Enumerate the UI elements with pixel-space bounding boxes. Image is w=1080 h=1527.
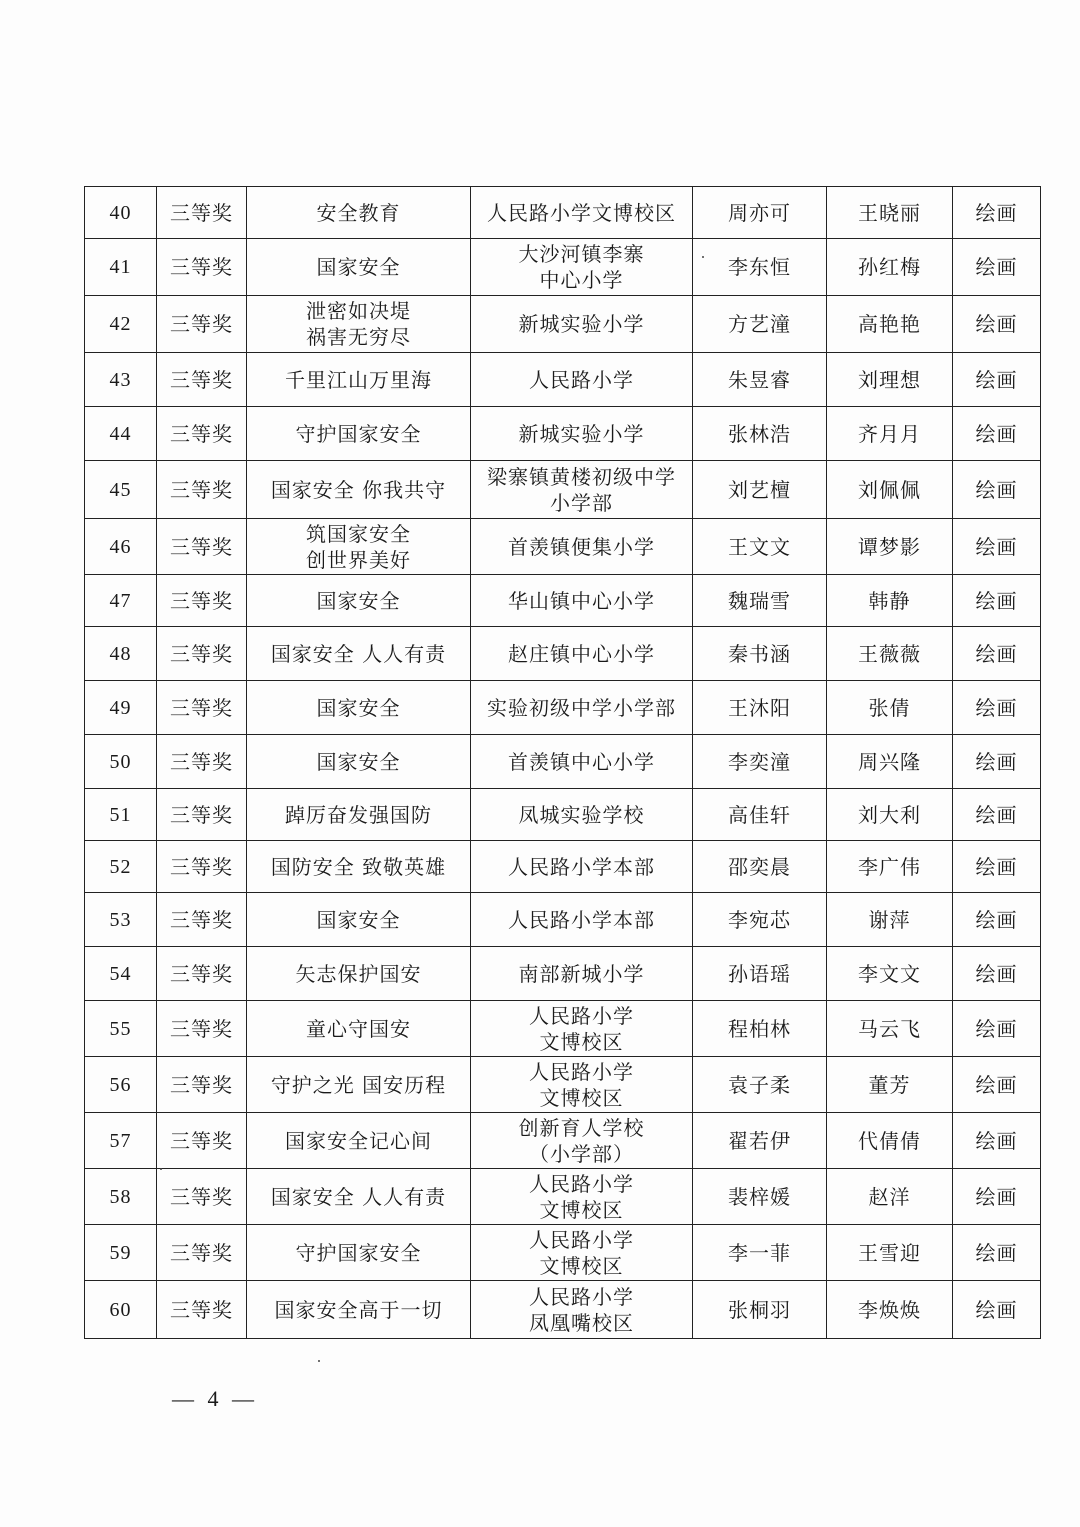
cell-teacher: 代倩倩 [827, 1113, 953, 1169]
cell-school [471, 461, 693, 519]
cell-work-title [247, 575, 471, 627]
cell-category: 绘画 [953, 239, 1041, 296]
cell-student: 邵奕晨 [693, 841, 827, 893]
cell-category: 绘画 [953, 1057, 1041, 1113]
cell-student: 王文文 [693, 519, 827, 575]
cell-award: 三等奖 [157, 735, 247, 789]
cell-school [471, 1001, 693, 1057]
table-row [85, 239, 1041, 296]
cell-category: 绘画 [953, 1169, 1041, 1225]
table-row [85, 947, 1041, 1001]
cell-teacher: 张倩 [827, 681, 953, 735]
cell-school-line: 文博校区 [539, 1253, 624, 1278]
cell-award: 三等奖 [157, 461, 247, 519]
cell-number: 41 [85, 239, 157, 296]
table-row [85, 407, 1041, 461]
cell-award: 三等奖 [157, 575, 247, 627]
cell-award: 三等奖 [157, 1057, 247, 1113]
cell-award: 三等奖 [157, 947, 247, 1001]
cell-student: 周亦可 [693, 187, 827, 239]
cell-award: 三等奖 [157, 296, 247, 353]
cell-work-title [247, 789, 471, 841]
cell-work-title-line: 矢志保护国安 [295, 961, 422, 986]
cell-student: 秦书涵 [693, 627, 827, 681]
cell-number: 54 [85, 947, 157, 1001]
cell-award: 三等奖 [157, 1001, 247, 1057]
cell-school [471, 187, 693, 239]
cell-number: 44 [85, 407, 157, 461]
cell-school-line: 人民路小学 [529, 1059, 634, 1084]
page-number: — 4 — [172, 1386, 258, 1411]
cell-number: 42 [85, 296, 157, 353]
cell-work-title-line: 国家安全 [316, 749, 401, 774]
cell-school-line: 人民路小学 [529, 1003, 634, 1028]
cell-school-line: 创新育人学校 [518, 1115, 645, 1140]
cell-work-title [247, 681, 471, 735]
table-row [85, 575, 1041, 627]
cell-school [471, 627, 693, 681]
cell-student: 朱昱睿 [693, 353, 827, 407]
cell-category: 绘画 [953, 681, 1041, 735]
cell-work-title-line: 踔厉奋发强国防 [285, 802, 432, 827]
cell-school-line: 赵庄镇中心小学 [508, 641, 655, 666]
cell-number: 45 [85, 461, 157, 519]
cell-award: 三等奖 [157, 789, 247, 841]
table-row [85, 1281, 1041, 1339]
cell-student: 李东恒 [693, 239, 827, 296]
cell-teacher: 刘理想 [827, 353, 953, 407]
cell-school-line: 文博校区 [539, 1085, 624, 1110]
cell-award: 三等奖 [157, 1225, 247, 1281]
cell-school-line: 文博校区 [539, 1197, 624, 1222]
cell-category: 绘画 [953, 841, 1041, 893]
cell-student: 李奕潼 [693, 735, 827, 789]
cell-school [471, 1281, 693, 1339]
cell-work-title-line: 童心守国安 [306, 1016, 411, 1041]
cell-teacher: 谢萍 [827, 893, 953, 947]
cell-school-line: 华山镇中心小学 [508, 588, 655, 613]
cell-work-title-line: 创世界美好 [306, 547, 411, 572]
cell-work-title [247, 841, 471, 893]
cell-award: 三等奖 [157, 187, 247, 239]
cell-school-line: 新城实验小学 [518, 421, 645, 446]
cell-school [471, 1169, 693, 1225]
cell-teacher: 赵洋 [827, 1169, 953, 1225]
cell-school-line: （小学部） [529, 1141, 634, 1166]
table-row [85, 735, 1041, 789]
cell-number: 52 [85, 841, 157, 893]
cell-number: 53 [85, 893, 157, 947]
cell-school [471, 947, 693, 1001]
cell-school-line: 人民路小学 [529, 1284, 634, 1309]
cell-category: 绘画 [953, 187, 1041, 239]
cell-student: 张桐羽 [693, 1281, 827, 1339]
cell-award: 三等奖 [157, 627, 247, 681]
cell-number: 59 [85, 1225, 157, 1281]
cell-number: 43 [85, 353, 157, 407]
cell-work-title [247, 1225, 471, 1281]
cell-student: 张林浩 [693, 407, 827, 461]
cell-category: 绘画 [953, 627, 1041, 681]
cell-school-line: 人民路小学 [529, 1227, 634, 1252]
cell-teacher: 齐月月 [827, 407, 953, 461]
cell-teacher: 刘佩佩 [827, 461, 953, 519]
awards-table [84, 186, 1041, 1339]
cell-student: 高佳轩 [693, 789, 827, 841]
cell-work-title [247, 735, 471, 789]
cell-work-title-line: 国家安全 [316, 695, 401, 720]
cell-work-title [247, 1281, 471, 1339]
cell-work-title-line: 守护之光 国安历程 [270, 1072, 447, 1097]
cell-category: 绘画 [953, 789, 1041, 841]
cell-award: 三等奖 [157, 407, 247, 461]
cell-category: 绘画 [953, 461, 1041, 519]
cell-work-title [247, 296, 471, 353]
cell-work-title-line: 守护国家安全 [295, 421, 422, 446]
cell-school [471, 789, 693, 841]
cell-work-title [247, 1001, 471, 1057]
cell-school [471, 735, 693, 789]
cell-school [471, 575, 693, 627]
table-row [85, 187, 1041, 239]
cell-number: 47 [85, 575, 157, 627]
cell-work-title [247, 461, 471, 519]
cell-school-line: 文博校区 [539, 1029, 624, 1054]
cell-number: 60 [85, 1281, 157, 1339]
cell-school-line: 小学部 [550, 490, 613, 515]
table-row [85, 1169, 1041, 1225]
table-row [85, 1113, 1041, 1169]
cell-work-title-line: 国防安全 致敬英雄 [270, 854, 447, 879]
table-row [85, 789, 1041, 841]
cell-school [471, 893, 693, 947]
cell-teacher: 孙红梅 [827, 239, 953, 296]
cell-work-title-line: 千里江山万里海 [285, 367, 432, 392]
cell-teacher: 周兴隆 [827, 735, 953, 789]
cell-student: 孙语瑶 [693, 947, 827, 1001]
cell-work-title-line: 安全教育 [316, 200, 401, 225]
cell-student: 翟若伊 [693, 1113, 827, 1169]
cell-category: 绘画 [953, 1281, 1041, 1339]
cell-work-title-line: 国家安全 你我共守 [270, 477, 447, 502]
cell-school-line: 凤城实验学校 [518, 802, 645, 827]
cell-number: 57 [85, 1113, 157, 1169]
cell-work-title-line: 筑国家安全 [306, 521, 411, 546]
cell-school [471, 1113, 693, 1169]
cell-category: 绘画 [953, 407, 1041, 461]
scan-speck [160, 1168, 162, 1170]
table-row [85, 681, 1041, 735]
scan-speck [702, 256, 704, 258]
cell-award: 三等奖 [157, 1281, 247, 1339]
cell-teacher: 马云飞 [827, 1001, 953, 1057]
cell-work-title [247, 1169, 471, 1225]
cell-school-line: 人民路小学 [529, 367, 634, 392]
cell-category: 绘画 [953, 296, 1041, 353]
cell-school-line: 实验初级中学小学部 [487, 695, 676, 720]
cell-school-line: 凤凰嘴校区 [529, 1310, 634, 1335]
cell-student: 刘艺檀 [693, 461, 827, 519]
cell-category: 绘画 [953, 575, 1041, 627]
cell-student: 李宛芯 [693, 893, 827, 947]
cell-category: 绘画 [953, 1225, 1041, 1281]
cell-teacher: 王薇薇 [827, 627, 953, 681]
cell-category: 绘画 [953, 893, 1041, 947]
cell-work-title-line: 国家安全 人人有责 [270, 641, 447, 666]
cell-number: 50 [85, 735, 157, 789]
cell-teacher: 李焕焕 [827, 1281, 953, 1339]
cell-school [471, 296, 693, 353]
cell-award: 三等奖 [157, 239, 247, 296]
cell-number: 48 [85, 627, 157, 681]
cell-teacher: 王晓丽 [827, 187, 953, 239]
cell-school-line: 人民路小学 [529, 1171, 634, 1196]
cell-category: 绘画 [953, 519, 1041, 575]
cell-teacher: 董芳 [827, 1057, 953, 1113]
table-row [85, 1057, 1041, 1113]
cell-number: 46 [85, 519, 157, 575]
cell-school-line: 新城实验小学 [518, 312, 645, 336]
cell-school [471, 353, 693, 407]
cell-award: 三等奖 [157, 893, 247, 947]
cell-work-title-line: 祸害无穷尽 [306, 325, 411, 349]
cell-work-title [247, 893, 471, 947]
cell-work-title-line: 守护国家安全 [295, 1240, 422, 1265]
cell-number: 56 [85, 1057, 157, 1113]
cell-school [471, 841, 693, 893]
cell-work-title [247, 407, 471, 461]
cell-work-title [247, 519, 471, 575]
cell-award: 三等奖 [157, 353, 247, 407]
table-row [85, 296, 1041, 353]
cell-work-title-line: 国家安全高于一切 [274, 1297, 443, 1322]
cell-school-line: 人民路小学文博校区 [487, 200, 676, 225]
cell-school-line: 首羡镇中心小学 [508, 749, 655, 774]
cell-school [471, 519, 693, 575]
cell-number: 40 [85, 187, 157, 239]
cell-school [471, 239, 693, 296]
cell-award: 三等奖 [157, 681, 247, 735]
cell-award: 三等奖 [157, 1113, 247, 1169]
cell-school-line: 中心小学 [539, 268, 624, 292]
table-row [85, 1001, 1041, 1057]
cell-award: 三等奖 [157, 519, 247, 575]
cell-school [471, 1225, 693, 1281]
cell-work-title [247, 239, 471, 296]
cell-teacher: 李广伟 [827, 841, 953, 893]
cell-student: 魏瑞雪 [693, 575, 827, 627]
cell-teacher: 韩静 [827, 575, 953, 627]
cell-number: 58 [85, 1169, 157, 1225]
cell-category: 绘画 [953, 353, 1041, 407]
cell-work-title-line: 国家安全记心间 [285, 1128, 432, 1153]
scan-speck [318, 1360, 320, 1362]
cell-student: 方艺潼 [693, 296, 827, 353]
cell-category: 绘画 [953, 947, 1041, 1001]
cell-school-line: 南部新城小学 [518, 961, 645, 986]
cell-category: 绘画 [953, 1001, 1041, 1057]
cell-teacher: 王雪迎 [827, 1225, 953, 1281]
cell-award: 三等奖 [157, 1169, 247, 1225]
cell-school [471, 1057, 693, 1113]
cell-school-line: 首羡镇便集小学 [508, 534, 655, 559]
cell-work-title [247, 1057, 471, 1113]
cell-teacher: 刘大利 [827, 789, 953, 841]
cell-award: 三等奖 [157, 841, 247, 893]
cell-student: 裴梓媛 [693, 1169, 827, 1225]
cell-school-line: 梁寨镇黄楼初级中学 [487, 464, 676, 489]
table-row [85, 461, 1041, 519]
cell-work-title [247, 947, 471, 1001]
cell-category: 绘画 [953, 1113, 1041, 1169]
table-row [85, 353, 1041, 407]
cell-work-title [247, 187, 471, 239]
cell-teacher: 高艳艳 [827, 296, 953, 353]
table-row [85, 627, 1041, 681]
cell-school-line: 人民路小学本部 [508, 907, 655, 932]
cell-student: 王沐阳 [693, 681, 827, 735]
table-row [85, 893, 1041, 947]
cell-teacher: 李文文 [827, 947, 953, 1001]
cell-work-title-line: 国家安全 [316, 907, 401, 932]
cell-school-line: 大沙河镇李寨 [518, 242, 645, 266]
awards-table-body [85, 187, 1041, 1339]
cell-student: 袁子柔 [693, 1057, 827, 1113]
cell-work-title-line: 国家安全 [316, 588, 401, 613]
table-row [85, 841, 1041, 893]
cell-number: 55 [85, 1001, 157, 1057]
cell-work-title [247, 1113, 471, 1169]
cell-student: 程柏林 [693, 1001, 827, 1057]
cell-category: 绘画 [953, 735, 1041, 789]
cell-work-title-line: 国家安全 人人有责 [270, 1184, 447, 1209]
cell-student: 李一菲 [693, 1225, 827, 1281]
cell-work-title-line: 泄密如决堤 [306, 299, 411, 323]
cell-school [471, 407, 693, 461]
cell-work-title-line: 国家安全 [316, 255, 401, 279]
cell-number: 51 [85, 789, 157, 841]
cell-work-title [247, 627, 471, 681]
cell-school [471, 681, 693, 735]
table-row [85, 519, 1041, 575]
cell-school-line: 人民路小学本部 [508, 854, 655, 879]
cell-work-title [247, 353, 471, 407]
cell-number: 49 [85, 681, 157, 735]
table-row [85, 1225, 1041, 1281]
cell-teacher: 谭梦影 [827, 519, 953, 575]
